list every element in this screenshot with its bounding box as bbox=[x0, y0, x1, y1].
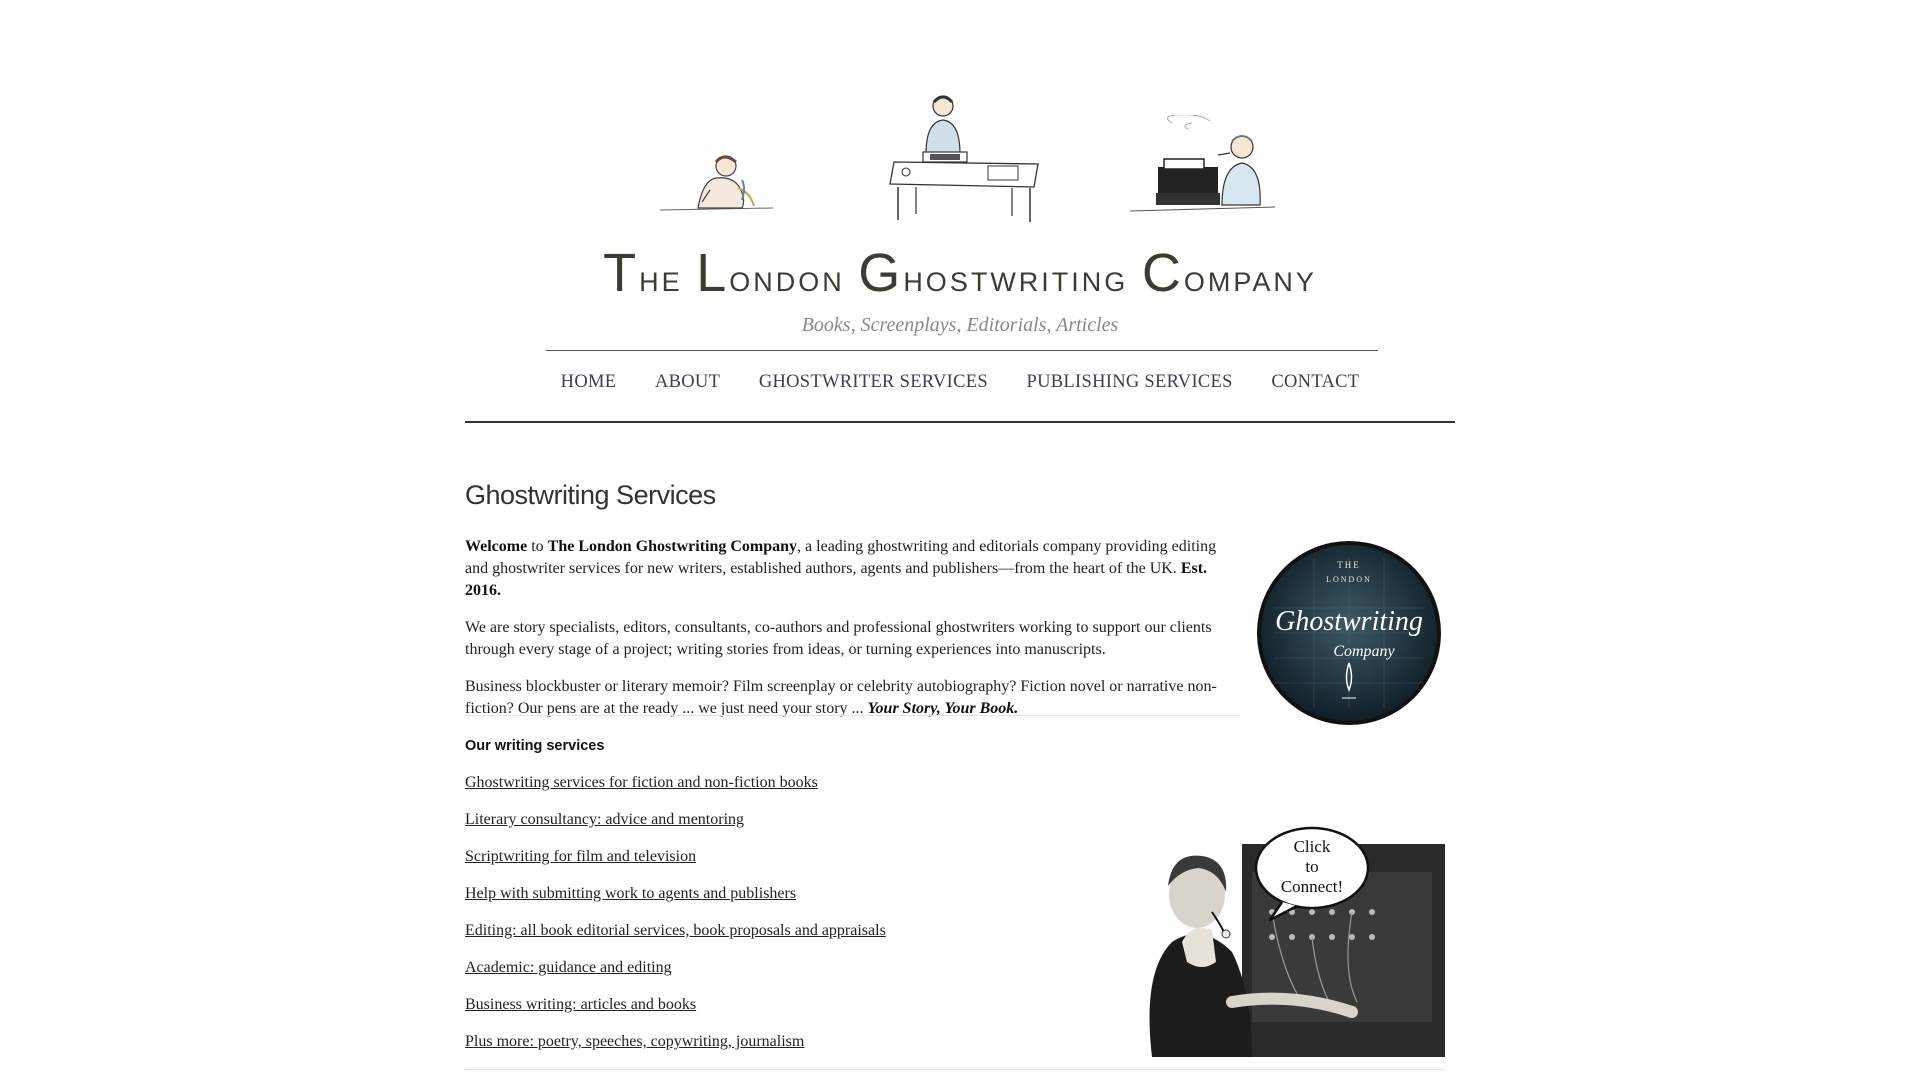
nav-publishing-services[interactable]: PUBLISHING SERVICES bbox=[1026, 372, 1233, 392]
company-logo bbox=[1254, 538, 1444, 728]
svg-text:Ghostwriting: Ghostwriting bbox=[1275, 606, 1423, 637]
footer-divider bbox=[465, 1069, 1445, 1070]
svg-text:THE: THE bbox=[1337, 560, 1361, 570]
header-divider bbox=[546, 350, 1378, 351]
title-word-3: Ghostwriting bbox=[858, 243, 1129, 303]
service-link-business-writing[interactable]: Business writing: articles and books bbox=[465, 996, 697, 1013]
service-link-submitting-work[interactable]: Help with submitting work to agents and publishers bbox=[465, 885, 797, 902]
svg-text:LONDON: LONDON bbox=[1326, 575, 1372, 584]
main-nav bbox=[0, 372, 1920, 393]
service-link-editing[interactable]: Editing: all book editorial services, book proposals and appraisals bbox=[465, 922, 886, 939]
service-link-ghostwriting[interactable]: Ghostwriting services for fiction and non-fiction books bbox=[465, 774, 818, 791]
bubble-line-2: to bbox=[1305, 857, 1319, 876]
title-word-2: London bbox=[696, 243, 845, 303]
nav-ghostwriter-services[interactable]: GHOSTWRITER SERVICES bbox=[758, 372, 988, 392]
nav-contact[interactable]: CONTACT bbox=[1271, 372, 1360, 392]
intro-paragraph-2: We are story specialists, editors, consultants, co-authors and professional ghostwriters working to support our clients through every stage of a project; writing stories from ideas, or turning experiences into manuscripts. bbox=[465, 619, 1212, 658]
site-title[interactable] bbox=[0, 242, 1920, 304]
intro-text bbox=[465, 536, 1237, 735]
svg-text:Company: Company bbox=[1333, 643, 1395, 660]
typist-smoking-illustration bbox=[1130, 115, 1280, 220]
title-word-4: Company bbox=[1141, 243, 1317, 303]
nav-home[interactable]: HOME bbox=[560, 372, 617, 392]
site-tagline: Books, Screenplays, Editorials, Articles bbox=[801, 314, 1119, 336]
switchboard-operator-image[interactable] bbox=[1132, 812, 1445, 1057]
intro-paragraph-1: Welcome to The London Ghostwriting Company, a leading ghostwriting and editorials company providing editing and ghostwriter services for new writers, established authors, agents and publishers—from the heart of the UK. Est. 2016. bbox=[465, 538, 1217, 599]
service-link-academic[interactable]: Academic: guidance and editing bbox=[465, 959, 672, 976]
service-link-scriptwriting[interactable]: Scriptwriting for film and television bbox=[465, 848, 697, 865]
nav-divider bbox=[465, 421, 1455, 423]
service-link-literary-consultancy[interactable]: Literary consultancy: advice and mentoring bbox=[465, 811, 745, 828]
page-title: Ghostwriting Services bbox=[465, 480, 716, 510]
services-heading: Our writing services bbox=[465, 738, 605, 754]
nav-about[interactable]: ABOUT bbox=[654, 372, 721, 392]
writer-on-phone-illustration bbox=[658, 140, 778, 220]
section-divider bbox=[465, 715, 1240, 716]
writer-at-desk-illustration bbox=[888, 92, 1048, 227]
bubble-line-3: Connect! bbox=[1280, 877, 1344, 896]
services-list bbox=[465, 772, 886, 1068]
intro-paragraph-3: Business blockbuster or literary memoir? Film screenplay or celebrity autobiography? Fiction novel or narrative non-fiction? Our pens are at the ready ... we just need your story ... Your Story, Your Book. bbox=[465, 678, 1217, 717]
title-word-1: The bbox=[603, 243, 683, 303]
bubble-line-1: Click bbox=[1293, 837, 1331, 856]
service-link-plus-more[interactable]: Plus more: poetry, speeches, copywriting, journalism bbox=[465, 1033, 805, 1050]
